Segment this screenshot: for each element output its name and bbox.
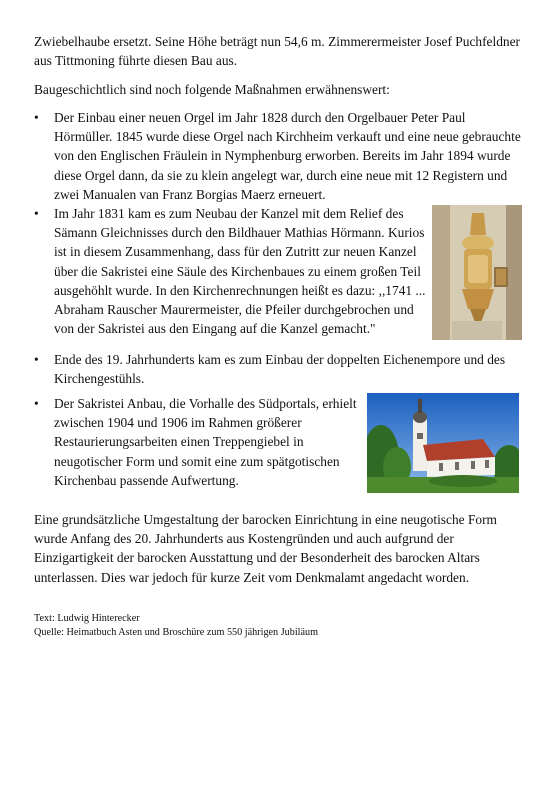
list-item-text: Ende des 19. Jahrhunderts kam es zum Einbau der doppelten Eichenempore und des Kirchengestühls.: [54, 352, 506, 387]
text-credit: Text: Ludwig Hinterecker: [34, 613, 140, 624]
intro-paragraph: Zwiebelhaube ersetzt. Seine Höhe beträgt nun 54,6 m. Zimmerermeister Josef Puchfeldner aus Tittmoning führte diesen Bau aus.: [34, 34, 520, 69]
source-credit: Quelle: Heimatbuch Asten und Broschüre zum 550 jährigen Jubiläum: [34, 627, 319, 638]
church-photo: [367, 393, 519, 493]
bullet-symbol: •: [34, 396, 39, 411]
bullet-symbol: •: [34, 110, 39, 125]
bullet-symbol: •: [34, 206, 39, 221]
list-item-gallery: [34, 350, 526, 390]
closing-paragraph: Eine grundsätzliche Umgestaltung der barocken Einrichtung in eine neugotische Form wurde Anfang des 20. Jahrhunderts aus Kostengründen und auch aufgrund der Einzigartigkeit der barocken Ausstattung und der Besonderheit des barocken Altars unterlassen. Dies war jedoch für kurze Zeit vom Denkmalamt angedacht worden.: [34, 512, 497, 585]
list-item-text: Im Jahr 1831 kam es zum Neubau der Kanzel mit dem Relief des Sämann Gleichnisses durch den Bildhauer Mathias Hörmann. Kurios ist in diesem Zusammenhang, dass für den Zutritt zur neuen Kanzel über die Sakristei eine Säule des Kirchenbaues zu einem großen Teil ausgehöhlt wurde. In den Kirchenrechnungen heißt es dazu: ,,1741 ... Abraham Rauscher Maurermeister, die Pfeiler durchgebrochen und von der Sakristei aus den Eingang auf die Kanzel gemacht.": [54, 206, 426, 337]
pulpit-photo: [432, 205, 522, 340]
pulpit-illustration: [432, 205, 522, 340]
list-item-text: Der Sakristei Anbau, die Vorhalle des Südportals, erhielt zwischen 1904 und 1906 im Rahmen größerer Restaurierungsarbeiten einen Treppengiebel in neugotischer Form und somit eine zum spätgotischen Kirchenbau passende Aufwertung.: [54, 396, 357, 488]
church-illustration: [367, 393, 519, 493]
list-item-text: Der Einbau einer neuen Orgel im Jahr 1828 durch den Orgelbauer Peter Paul Hörmüller. 1845 wurde diese Orgel nach Kirchheim verkauft und eine neue gebrauchte von den Englischen Fräulein in Nymphenburg erworben. Bereits im Jahr 1894 wurde diese Orgel dann, da sie zu klein angelegt war, durch eine neue mit 12 Registern und zwei Manualen van Franz Borgias Maerz erneuert.: [54, 110, 521, 202]
list-item-organ: [34, 108, 526, 202]
bullet-symbol: •: [34, 352, 39, 367]
lead-paragraph: Baugeschichtlich sind noch folgende Maßnahmen erwähnenswert:: [34, 82, 390, 97]
